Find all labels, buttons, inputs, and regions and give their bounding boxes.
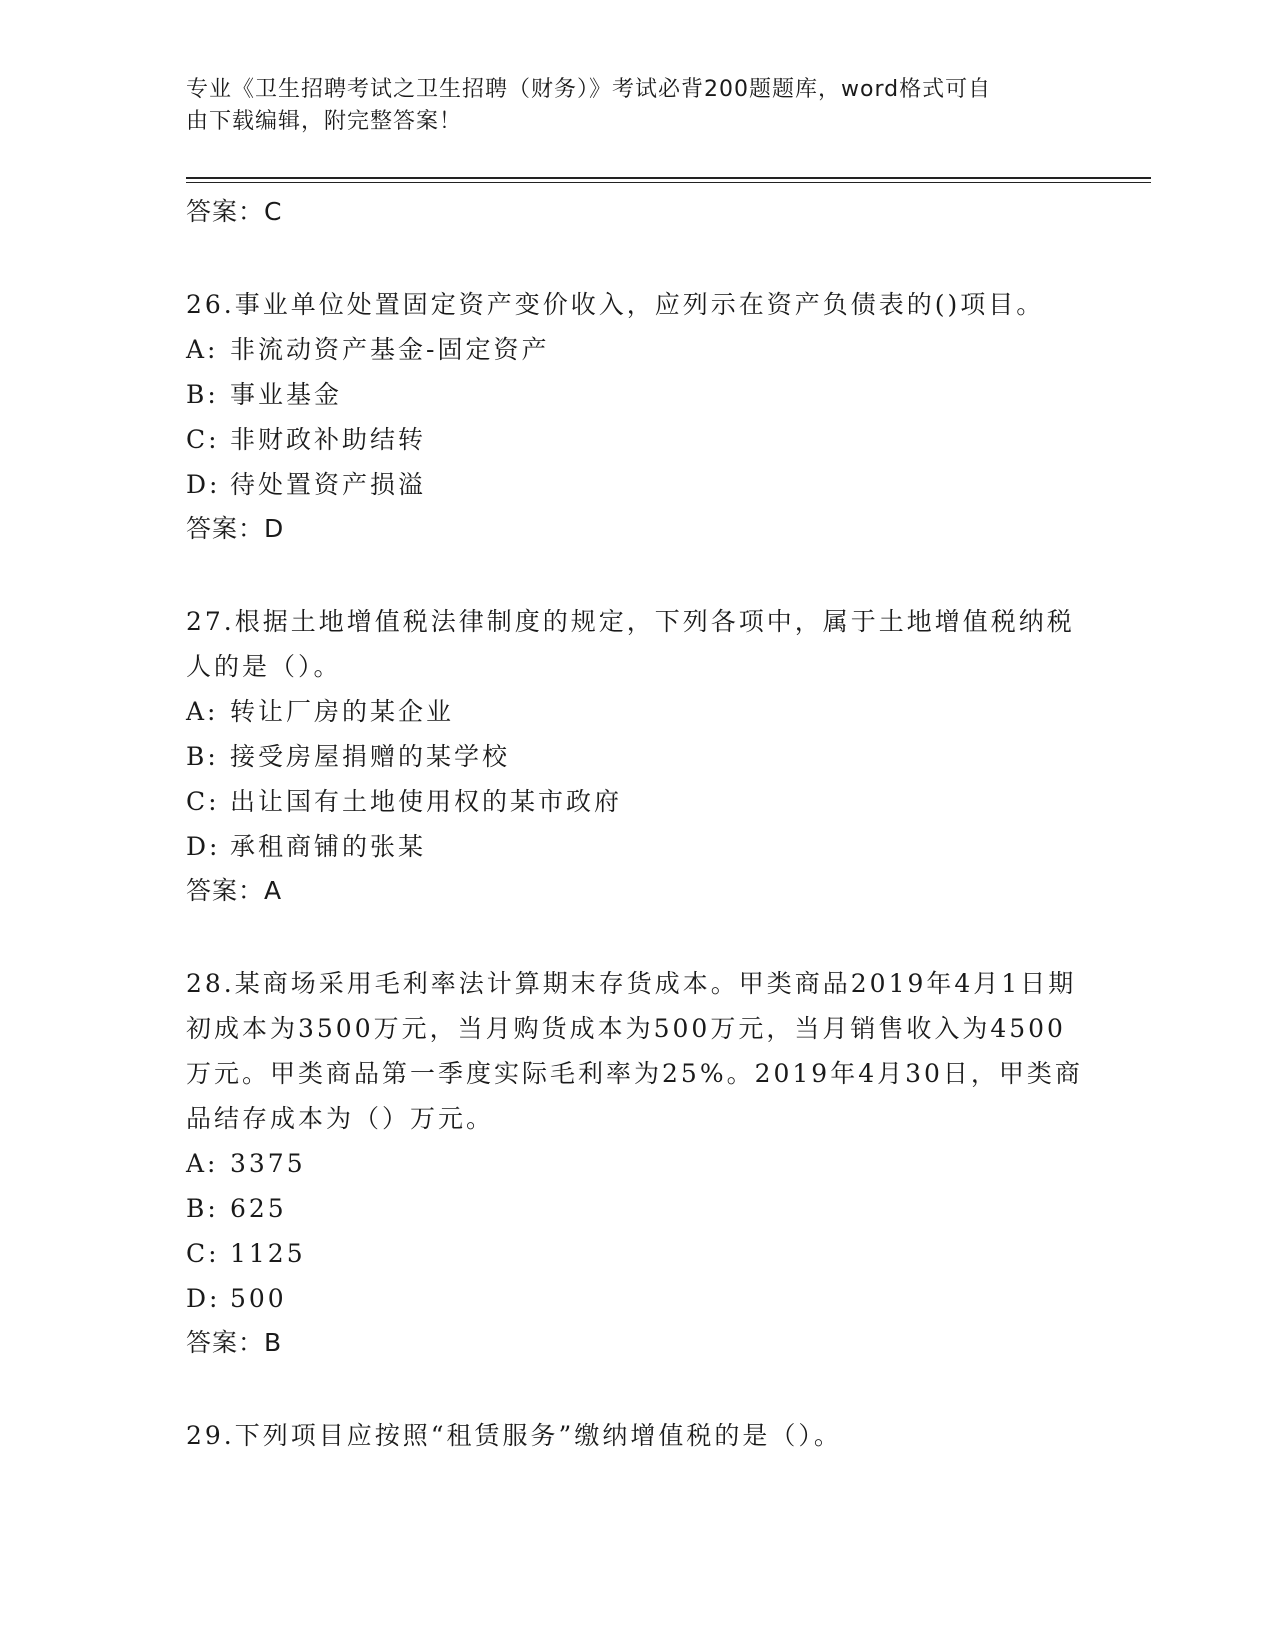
header-line-1: 专业《卫生招聘考试之卫生招聘（财务）》考试必背200题题库，word格式可自 — [186, 77, 992, 102]
option-d: D: 承租商铺的张某 — [186, 832, 427, 861]
option-d: D: 500 — [186, 1284, 287, 1313]
question-block — [186, 961, 1086, 1365]
answer-line: 答案：A — [186, 876, 283, 905]
option-a: A: 转让厂房的某企业 — [186, 697, 455, 726]
document-header — [186, 74, 1066, 138]
header-divider-thin — [186, 182, 1151, 183]
question-text: 26.事业单位处置固定资产变价收入，应列示在资产负债表的()项目。 — [186, 290, 1045, 319]
option-a: A: 非流动资产基金-固定资产 — [186, 335, 550, 364]
option-a: A: 3375 — [186, 1149, 306, 1178]
answer-line: 答案：B — [186, 1328, 283, 1357]
answer-line: 答案：C — [186, 197, 283, 226]
option-c: C: 1125 — [186, 1239, 306, 1268]
answer-line: 答案：D — [186, 514, 285, 543]
option-b: B: 接受房屋捐赠的某学校 — [186, 742, 511, 771]
question-text: 28.某商场采用毛利率法计算期末存货成本。甲类商品2019年4月1日期初成本为3500万元，当月购货成本为500万元，当月销售收入为4500万元。甲类商品第一季度实际毛利率为25%。2019年4月30日，甲类商品结存成本为（）万元。 — [186, 969, 1083, 1133]
option-c: C: 非财政补助结转 — [186, 425, 427, 454]
question-block — [186, 599, 1086, 913]
question-block — [186, 282, 1086, 551]
header-divider-thick — [186, 177, 1151, 179]
question-block — [186, 1413, 1086, 1458]
question-text: 29.下列项目应按照“租赁服务”缴纳增值税的是（）。 — [186, 1421, 842, 1450]
question-text: 27.根据土地增值税法律制度的规定，下列各项中，属于土地增值税纳税人的是（）。 — [186, 607, 1075, 681]
option-c: C: 出让国有土地使用权的某市政府 — [186, 787, 623, 816]
option-b: B: 625 — [186, 1194, 287, 1223]
option-d: D: 待处置资产损溢 — [186, 470, 427, 499]
question-list — [186, 190, 1086, 1458]
header-line-2: 由下载编辑，附完整答案！ — [186, 109, 463, 134]
option-b: B: 事业基金 — [186, 380, 343, 409]
